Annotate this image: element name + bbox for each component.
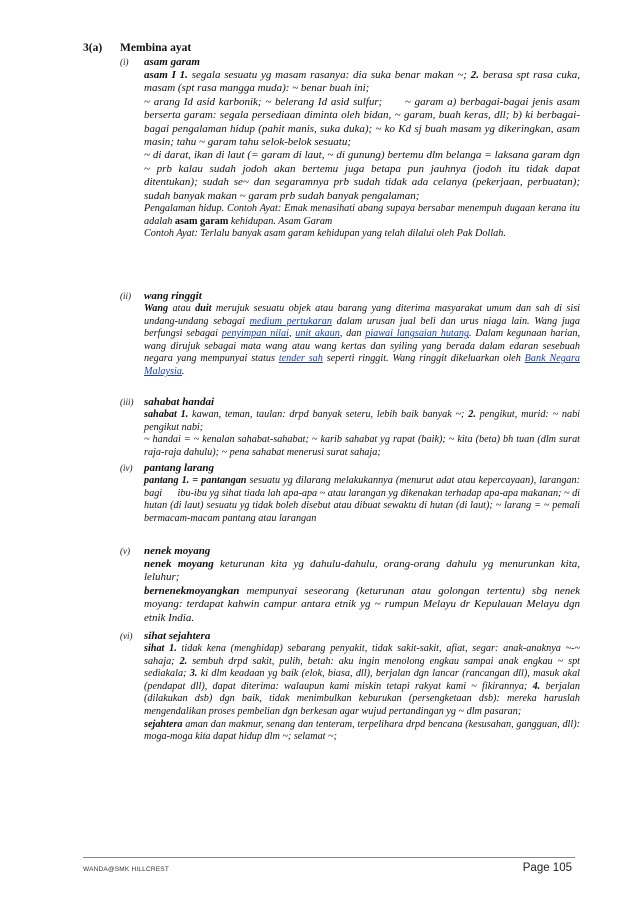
section-body — [144, 643, 580, 744]
section-example — [144, 203, 580, 241]
question-title: Membina ayat — [120, 42, 192, 54]
example-paragraph: Contoh Ayat: Terlalu banyak asam garam kehidupan yang telah dilalui oleh Pak Dollah. — [144, 228, 506, 240]
section-roman: (ii) — [120, 291, 131, 301]
body-paragraph: ~ handai = ~ kenalan sahabat-sahabat; ~ karib sahabat yg rapat (baik); ~ kita (beta) bh tuan (dlm surat raja-raja dahulu); ~ pena sahabat menerusi surat sahaja; — [144, 434, 580, 458]
body-paragraph: ~ di darat, ikan di laut (= garam di laut, ~ di gunung) bertemu dlm belanga = laksana garam dgn ~ prb kalau sudah jodoh akan bertemu juga betapa pun jauhnya (jodoh itu tidak dapat ditentukan); sudah se~ dan segaramnya prb sudah tidak ada celanya (pekerjaan, perbuatan); sudah banyak makan ~ garam prb sudah banyak pengalaman; — [144, 149, 580, 202]
footer-divider — [83, 857, 575, 858]
section-nenek-moyang — [120, 545, 580, 625]
section-body — [144, 475, 580, 525]
body-paragraph: pantang 1. = pantangan sesuatu yg dilarang melakukannya (menurut adat atau kepercayaan), larangan: bagi ibu-ibu yg sihat tiada lah apa-apa ~ atau larangan yg dikenakan terhadap apa-apa makanan; ~ di hutan (di laut) sesuatu yg tidak boleh disebut atau dibuat sewaktu di hutan (di laut); ~ larang = ~ pemali bermacam-macam pantang atau larangan — [144, 475, 580, 524]
question-number: 3(a) — [83, 42, 103, 54]
section-sahabat-handai — [120, 396, 580, 459]
section-sihat-sejahtera — [120, 630, 580, 744]
body-paragraph: asam I 1. segala sesuatu yg masam rasanya: dia suka benar makan ~; 2. berasa spt rasa cuka, masam (spt rasa mangga muda): ~ benar buah ini; — [144, 69, 581, 95]
section-body — [144, 69, 580, 203]
section-asam-garam — [120, 56, 580, 241]
section-roman: (iii) — [120, 397, 134, 407]
body-paragraph: bernenekmoyangkan mempunyai seseorang (keturunan atau golongan tertentu) sbg nenek moyang: terdapat kahwin campur antara etnik yg ~ rumpun Melayu dr Kepulauan Melayu dgn etnik India. — [144, 584, 580, 624]
section-roman: (v) — [120, 546, 130, 556]
section-body — [144, 303, 580, 379]
body-paragraph: sejahtera aman dan makmur, senang dan tenteram, terpelihara drpd bencana (kesusahan, gangguan, dll): moga-moga kita dapat hidup dlm ~; selamat ~; — [144, 718, 580, 743]
section-body — [144, 409, 580, 459]
section-heading: asam garam — [144, 56, 200, 68]
section-heading: wang ringgit — [144, 290, 202, 302]
section-body — [144, 558, 580, 625]
example-paragraph: Pengalaman hidup. Contoh Ayat: Emak menasihati abang supaya bersabar menempuh dugaan kerana itu adalah asam garam kehidupan. Asam Garam — [144, 203, 580, 227]
body-paragraph: ~ arang Id asid karbonik; ~ belerang Id asid sulfur; ~ garam a) berbagai-bagai jenis asam berserta garam: segala persediaan diminta oleh bidan, ~ garam, buah keras, dll; b) ki berbagai-bagai pengalaman hidup (pahit manis, suka duka); ~ ko Kd sj buah masam yg dikeringkan, asam masin; tahu ~ garam tahu selok-belok sesuatu; — [144, 95, 580, 149]
footer-author: WANDA@SMK HILLCREST — [83, 866, 170, 873]
section-roman: (i) — [120, 57, 129, 67]
section-roman: (vi) — [120, 631, 133, 641]
body-paragraph: Wang atau duit merujuk sesuatu objek atau barang yang diterima masyarakat umum dan sah di sisi undang-undang sebagai medium pertukaran dalam urusan jual beli dan urus niaga lain. Wang juga berfungsi sebagai penyimpan nilai, unit akaun, dan piawai langsaian hutang. Dalam kegunaan harian, wang dirujuk sebagai mata wang atau wang kertas dan syiling yang berada dalam edaran sesebuah negara yang mempunyai status tender sah seperti ringgit. Wang ringgit dikeluarkan oleh Bank Negara Malaysia. — [144, 303, 581, 377]
section-wang-ringgit — [120, 290, 580, 379]
section-heading: pantang larang — [144, 462, 214, 474]
section-heading: nenek moyang — [144, 545, 211, 557]
page-number: Page 105 — [522, 862, 572, 874]
body-paragraph: sihat 1. tidak kena (menghidap) sebarang penyakit, tidak sakit-sakit, afiat, segar: anak-anaknya ~-~ sahaja; 2. sembuh drpd sakit, pulih, betah: aku ingin menolong engkau sampai anak engkau ~ spt sediakala; 3. ki dlm keadaan yg baik (elok, biasa, dll), berjalan dgn lancar (rancangan dll), masuk akal (pendapat dll), dapat diterima: walaupun kami miskin tetapi rakyat kami ~ fikirannya; 4. berjalan (dilakukan dsb) dgn baik, tidak menimbulkan keburukan (persengketaan dsb): mereka haruslah mengendalikan proses pembelian dgn berkesan agar wujud pertandingan yg ~ dlm pasaran; — [144, 643, 581, 717]
section-pantang-larang — [120, 462, 580, 525]
body-paragraph: nenek moyang keturunan kita yg dahulu-dahulu, orang-orang dahulu yg menurunkan kita, leluhur; — [144, 558, 580, 584]
body-paragraph: sahabat 1. kawan, teman, taulan: drpd banyak seteru, lebih baik banyak ~; 2. pengikut, murid: ~ nabi pengikut nabi; — [144, 409, 581, 433]
section-heading: sahabat handai — [144, 396, 214, 408]
section-roman: (iv) — [120, 463, 133, 473]
section-heading: sihat sejahtera — [144, 630, 211, 642]
